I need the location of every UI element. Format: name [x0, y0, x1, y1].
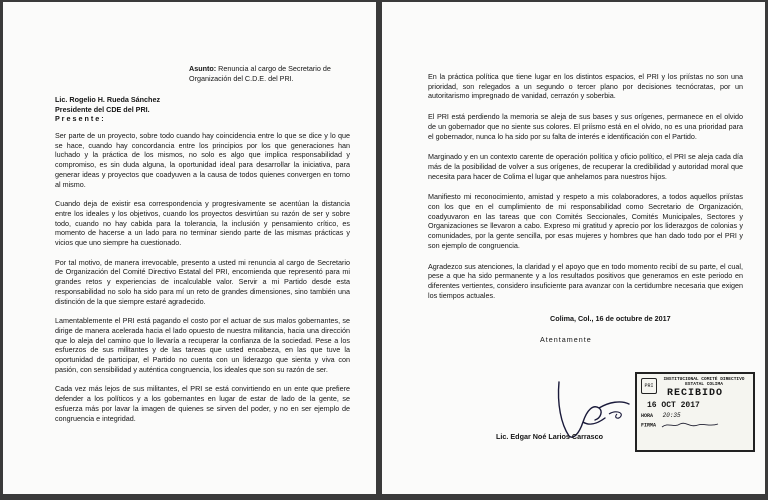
- subject-line: [189, 64, 350, 83]
- paragraph: Lamentablemente el PRI está pagando el costo por el actuar de sus malos gobernantes, se dirige de manera acelerada hacia el lado opuesto de nuestra militancia, hacia una dirección que lo aleja del camino que lo llevaría a recuperar la confianza de la sociedad. Pese a los esfuerzos de sus militantes y de las tareas que usted encabeza, en las que tuve la oportunidad de participar, el Partido no cuenta con un liderazgo que sienta y viva con pasión, con sensibilidad y auténtica congruencia, los ideales que son su razón de ser.: [55, 316, 350, 374]
- paragraph: En la práctica política que tiene lugar en los distintos espacios, el PRI y los priístas no son una prioridad, son relegados a un segundo o tercer plano por decisiones tecnócratas, por un autoritarismo impregnado de vanidad, cerrazón y soberbia.: [428, 72, 743, 101]
- stamp-firma-signature: [660, 421, 720, 429]
- stamp-header: INSTITUCIONAL COMITÉ DIRECTIVO ESTATAL COLIMA: [663, 377, 745, 387]
- stamp-date-row: [641, 401, 749, 410]
- stamp-date: 16 OCT 2017: [647, 401, 700, 410]
- paragraph: Ser parte de un proyecto, sobre todo cuando hay coincidencia entre lo que se dice y lo que se hace, cuando hay concordancia entre los principios por los que generaciones han luchado y la práctica de los mismos, no solo es algo que implica responsabilidad y compromiso, es sin duda alguna, la oportunidad ideal para desarrollar la iniciativa, para generar ideas y proyectos que coadyuven a la causa de todos quienes convergen en torno al mismo.: [55, 131, 350, 189]
- subject-label: Asunto:: [189, 64, 217, 73]
- addressee-block: [55, 95, 350, 123]
- paragraph: El PRI está perdiendo la memoria se aleja de sus bases y sus orígenes, permanece en el olvido de un gobernador que no siente sus colores. El priísmo está en el olvido, no es una prioridad para el gobernador, nunca lo ha sido por su falta de interés e identificación con el Partido.: [428, 112, 743, 141]
- subject-text: Renuncia al cargo de Secretario de Organización del C.D.E. del PRI.: [189, 64, 331, 83]
- paragraph: Cuando deja de existir esa correspondencia y progresivamente se acentúan la distancia entre los ideales y los objetivos, cuando los proyectos desvirtúan su razón de ser y sobre todo, cuando no hay cabida para la tolerancia, la inclusión y pensamiento crítico, es momento de hacerse a un lado para no terminar siendo parte de las mismas prácticas y vicios que uno siempre ha cuestionado.: [55, 199, 350, 248]
- received-stamp: [635, 372, 755, 452]
- pri-logo-icon: PRI: [641, 378, 657, 394]
- stamp-hora-label: HORA: [641, 413, 654, 419]
- stamp-received: RECIBIDO: [666, 388, 723, 399]
- paragraph: Por tal motivo, de manera irrevocable, presento a usted mi renuncia al cargo de Secretario de Organización del Comité Directivo Estatal del PRI, encomienda que representó para mi grandes retos y experiencias de incalculable valor. Servir a mi Partido desde esta responsabilidad no solo ha sido para mí un reto de grandes dimensiones, sino también una distinción de la que siempre estaré agradecido.: [55, 257, 350, 306]
- paragraph: Cada vez más lejos de sus militantes, el PRI se está convirtiendo en un ente que prefiere defender a los políticos y a los gobernantes en lugar de estar de lado de la gente, se esfuerza más por lavar la imagen de quienes se sirven del poder, y no en ser ejemplo de congruencia e integridad.: [55, 384, 350, 423]
- letter-page-1: [3, 2, 376, 494]
- stamp-hora-value: 20:35: [662, 412, 681, 419]
- addressee-name: Lic. Rogelio H. Rueda Sánchez: [55, 95, 161, 105]
- date-line: Colima, Col., 16 de octubre de 2017: [550, 314, 671, 324]
- closing: Atentamente: [540, 335, 592, 345]
- paragraph: Marginado y en un contexto carente de operación política y oficio político, el PRI se aleja cada día más de la posibilidad de volver a sus orígenes, de recuperar la credibilidad y autoridad moral que necesita para hacer de Colima el lugar que anhelamos para nuestros hijos.: [428, 152, 743, 181]
- signer-name: Lic. Edgar Noé Larios Carrasco: [496, 432, 604, 441]
- paragraph: Agradezco sus atenciones, la claridad y el apoyo que en todo momento recibí de su parte, el cual, pese a que ha sido permanente y a los resultados positivos que generamos en este periodo en diferentes vertientes, considero insuficiente para avanzar con la certidumbre necesaria que exigen los tiempos actuales.: [428, 261, 743, 300]
- stamp-firma-label: FIRMA: [641, 422, 657, 429]
- stamp-hora-row: [641, 412, 749, 419]
- salutation: P r e s e n t e :: [55, 113, 104, 123]
- paragraph: Manifiesto mi reconocimiento, amistad y respeto a mis colaboradores, a todos aquellos priístas con los que en el cumplimiento de mi responsabilidad como Secretario de Organización, coadyuvaron en las tareas que con Comités Seccionales, Comités Municipales, Sectores y Organizaciones se llevaron a cabo. Expreso mi gratitud y aprecio por los liderazgos de colonias y comunidades, por la gente sencilla, por esas mujeres y hombres que han dado todo por el PRI y son ejemplo de congruencia.: [428, 192, 743, 250]
- addressee-role: Presidente del CDE del PRI.: [55, 104, 150, 114]
- stamp-firma-row: [641, 421, 749, 429]
- letter-page-2: [382, 2, 765, 494]
